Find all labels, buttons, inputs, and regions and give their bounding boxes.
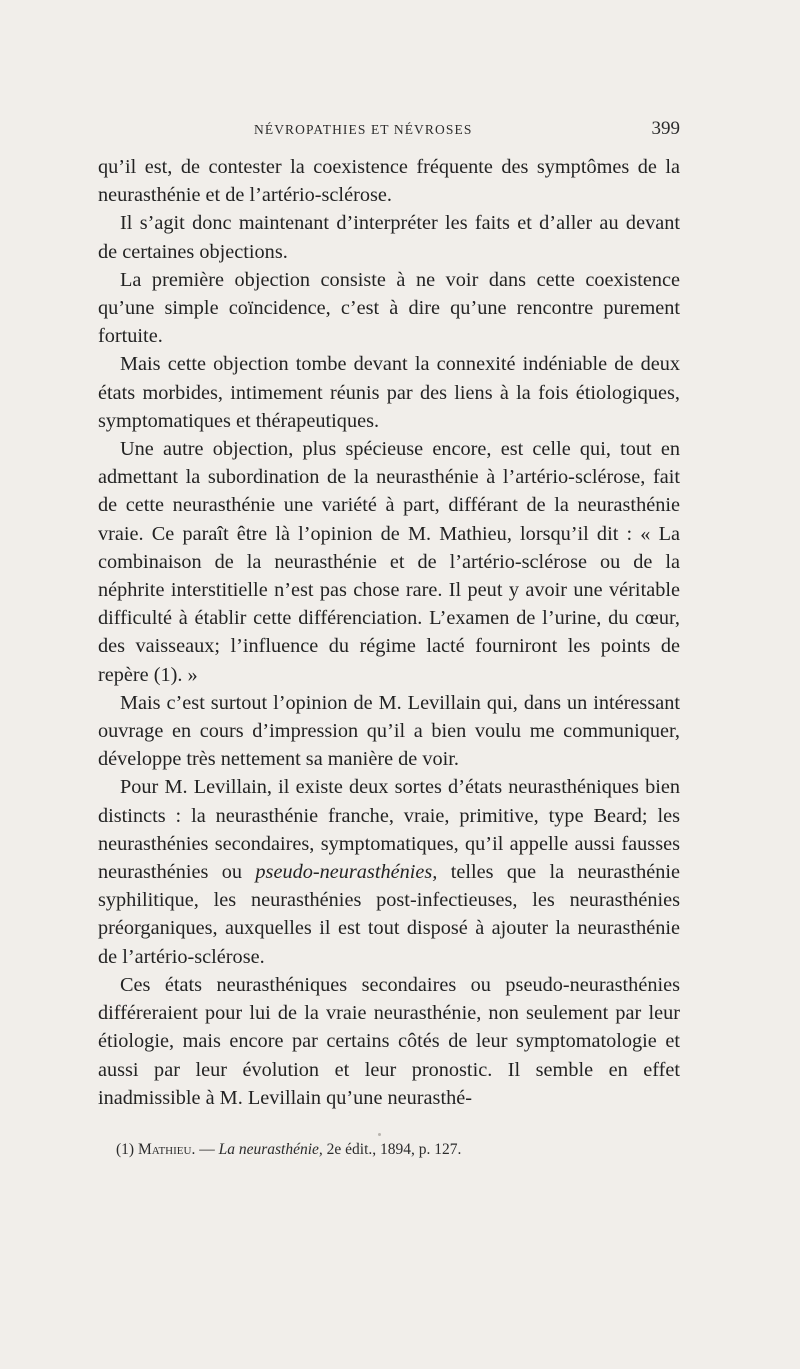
paragraph (98, 689, 680, 774)
footnote-marker: (1) (116, 1140, 135, 1158)
footnote-separator: — (195, 1140, 219, 1158)
paragraph (98, 773, 680, 970)
paragraph (98, 971, 680, 1112)
paragraph (98, 435, 680, 689)
page-number: 399 (651, 118, 680, 139)
paragraph-text: Pour M. Levillain, il existe deux sortes d’états neurasthéniques bien distincts : la neurasthénie franche, vraie, primitive, type Beard; les neurasthénies secondaires, symptomatiques, qu’il appelle aussi fausses neurasthénies ou (98, 776, 680, 884)
paragraph-text: Mais c’est surtout l’opinion de M. Levillain qui, dans un intéressant ouvrage en cours d’impression qu’il a bien voulu me communiquer, développe très nettement sa manière de voir. (98, 691, 680, 771)
paragraph-text: . » (177, 663, 198, 686)
page-blemish (378, 1133, 381, 1136)
footnote-author: Mathieu. (137, 1140, 196, 1158)
footnote-reference: (1) (153, 663, 178, 686)
paragraph (98, 209, 680, 265)
book-page (98, 110, 680, 1160)
paragraph-text: Une autre objection, plus spécieuse encore, est celle qui, tout en admettant la subordination de la neurasthénie à l’artério-sclérose, fait de cette neurasthénie une variété à part, différant de la neurasthénie vraie. Ce paraît être là l’opinion de M. Mathieu, lorsqu’il dit : « La combinaison de la neurasthénie et de l’artério-sclérose ou de la néphrite interstitielle n’est pas chose rare. Il peut y avoir une véritable difficulté à établir cette différenciation. L’examen de l’urine, du cœur, des vaisseaux; l’influence du régime lacté fourniront les points de repère (98, 438, 680, 686)
paragraph-text: qu’il est, de contester la coexistence fréquente des symptômes de la neurasthénie et de l’artério-sclérose. (98, 156, 680, 207)
paragraph-text: telles que la neurasthénie syphilitique, les neurasthénies post-infectieuses, les neurasthénies préorganiques, auxquelles il est tout disposé à ajouter la neurasthénie de l’artério-sclérose. (98, 861, 680, 968)
footnote-title: La neurasthénie, (218, 1140, 323, 1158)
running-head (98, 110, 680, 144)
running-title: NÉVROPATHIES ET NÉVROSES (254, 122, 473, 137)
paragraph (98, 266, 680, 351)
italic-term: pseudo-neurasthénies, (255, 861, 438, 884)
paragraph-text: La première objection consiste à ne voir dans cette coexistence qu’une simple coïncidence, c’est à dire qu’une rencontre purement fortuite. (98, 268, 680, 348)
body-text (98, 153, 680, 1112)
paragraph (98, 350, 680, 435)
paragraph-text: Il s’agit donc maintenant d’interpréter les faits et d’aller au devant de certaines objections. (98, 212, 680, 263)
paragraph-continuation (98, 153, 680, 209)
footnote (98, 1140, 680, 1160)
footnote-details: 2e édit., 1894, p. 127. (322, 1140, 462, 1158)
paragraph-text: Ces états neurasthéniques secondaires ou pseudo-neurasthénies différeraient pour lui de la vraie neurasthénie, non seulement par leur étiologie, mais encore par certains côtés de leur symptomatologie et aussi par leur évolution et leur pronostic. Il semble en effet inadmissible à M. Levillain qu’une neurasthé- (98, 973, 680, 1109)
paragraph-text: Mais cette objection tombe devant la connexité indéniable de deux états morbides, intimement réunis par des liens à la fois étiologiques, symptomatiques et thérapeutiques. (98, 353, 680, 432)
